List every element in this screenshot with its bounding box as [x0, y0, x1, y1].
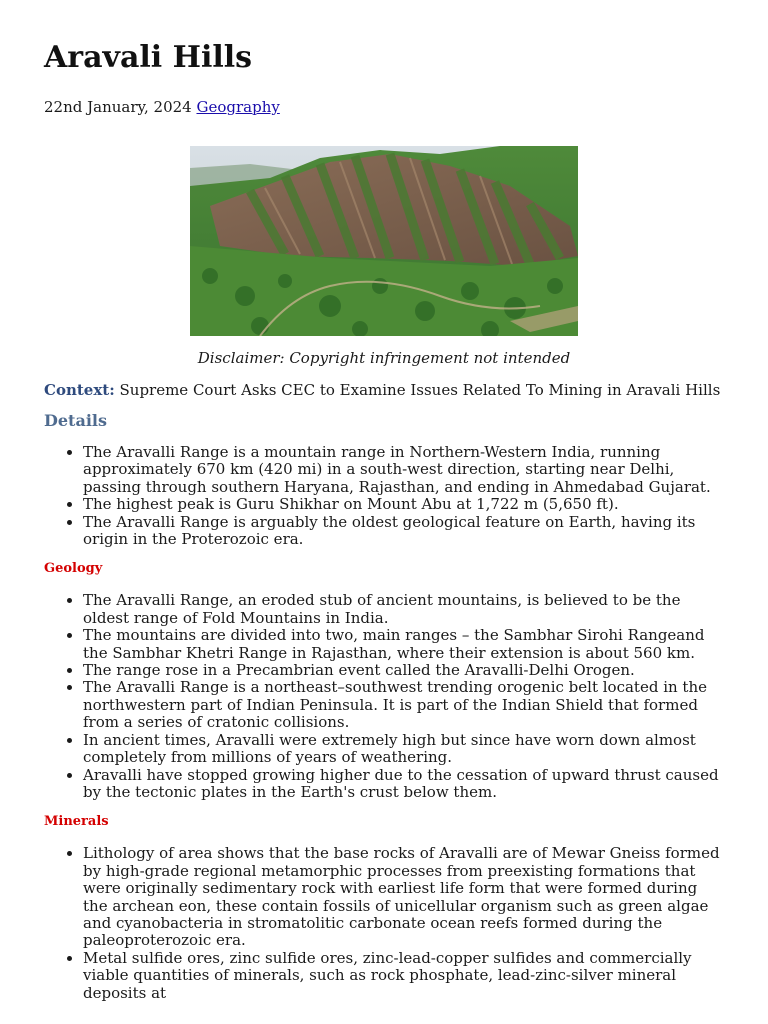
- article-meta: [44, 97, 724, 117]
- context-text: Supreme Court Asks CEC to Examine Issues Related To Mining in Aravali Hills: [114, 381, 721, 399]
- list-item: • The Aravalli Range is a northeast–southwest trending orogenic belt located in the northwestern part of Indian Peninsula. It is part of the Indian Shield that formed from a series of cratonic collisions.: [83, 679, 724, 731]
- image-caption: Disclaimer: Copyright infringement not intended: [197, 349, 571, 367]
- details-heading: Details: [44, 411, 107, 430]
- publish-date: 22nd January, 2024: [44, 98, 192, 116]
- aravali-hills-photo: [190, 146, 578, 336]
- list-item: • Lithology of area shows that the base rocks of Aravalli are of Mewar Gneiss formed by high-grade regional metamorphic processes from preexisting formations that were originally sedimentary rock with earliest life form that were formed during the archean eon, these contain fossils of unicellular organism such as green algae and cyanobacteria in stromatolitic carbonate ocean reefs formed during the paleoproterozoic era.: [83, 845, 724, 949]
- minerals-heading: Minerals: [44, 814, 109, 830]
- context-label: Context:: [44, 381, 115, 399]
- list-item: • The Aravalli Range is arguably the oldest geological feature on Earth, having its origin in the Proterozoic era.: [83, 514, 724, 549]
- details-list: [44, 444, 724, 548]
- minerals-list: [44, 845, 724, 1002]
- geology-heading: Geology: [44, 561, 103, 577]
- page-title: Aravali Hills: [44, 40, 253, 75]
- list-item: • The Aravalli Range is a mountain range in Northern-Western India, running approximately 670 km (420 mi) in a south-west direction, starting near Delhi, passing through southern Haryana, Rajasthan, and ending in Ahmedabad Gujarat.: [83, 444, 724, 496]
- list-item: • In ancient times, Aravalli were extremely high but since have worn down almost completely from millions of years of weathering.: [83, 732, 724, 767]
- category-link[interactable]: Geography: [196, 98, 280, 116]
- list-item: • The mountains are divided into two, main ranges – the Sambhar Sirohi Rangeand the Sambhar Khetri Range in Rajasthan, where their extension is about 560 km.: [83, 627, 724, 662]
- context-paragraph: [44, 380, 724, 400]
- list-item: • Aravalli have stopped growing higher due to the cessation of upward thrust caused by the tectonic plates in the Earth's crust below them.: [83, 767, 724, 802]
- list-item: • The highest peak is Guru Shikhar on Mount Abu at 1,722 m (5,650 ft).: [83, 496, 724, 513]
- list-item: • The Aravalli Range, an eroded stub of ancient mountains, is believed to be the oldest range of Fold Mountains in India.: [83, 592, 724, 627]
- article-figure: [44, 146, 724, 368]
- list-item: • Metal sulfide ores, zinc sulfide ores, zinc-lead-copper sulfides and commercially viable quantities of minerals, such as rock phosphate, lead-zinc-silver mineral deposits at: [83, 950, 724, 1002]
- geology-list: [44, 592, 724, 801]
- list-item: • The range rose in a Precambrian event called the Aravalli-Delhi Orogen.: [83, 662, 724, 679]
